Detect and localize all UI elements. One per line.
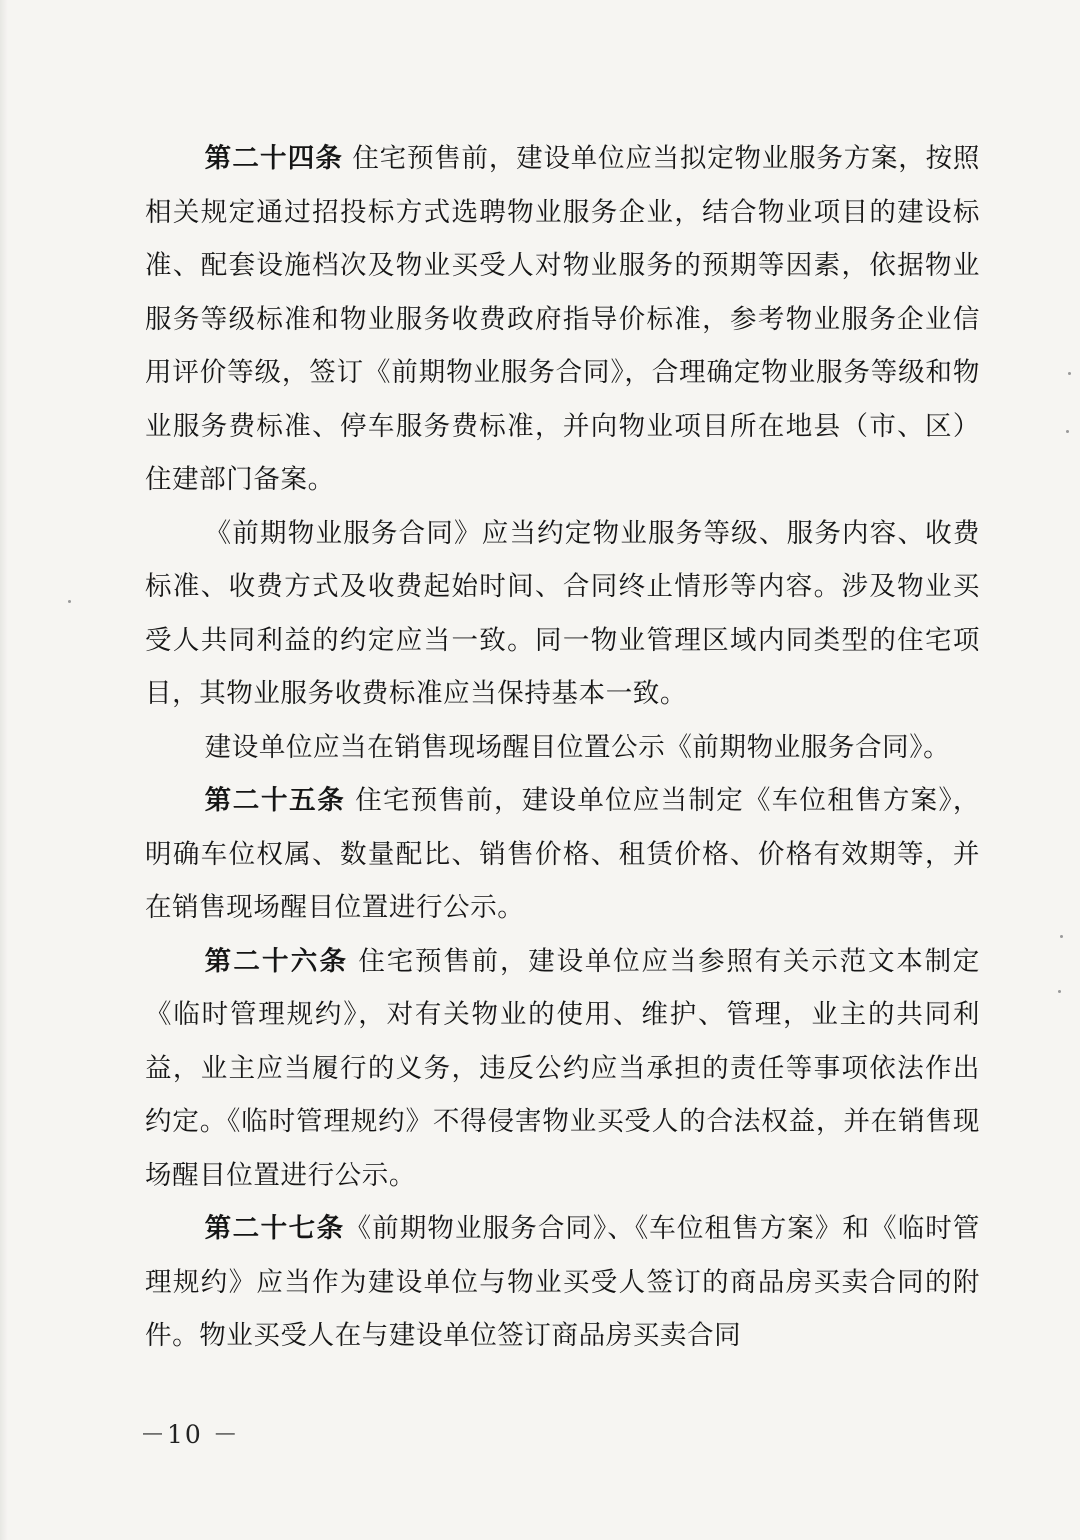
scan-speck: [1060, 935, 1063, 938]
paragraph-contract-terms: [145, 507, 980, 721]
paragraph-article-24: [145, 132, 980, 507]
article-heading: 第二十五条: [204, 785, 346, 816]
page-edge-shadow: [0, 0, 8, 1540]
paragraph-article-25: [145, 774, 980, 935]
scan-speck: [1058, 990, 1061, 993]
paragraph-public-notice: [145, 721, 980, 775]
paragraph-text: 住宅预售前，建设单位应当拟定物业服务方案，按照相关规定通过招投标方式选聘物业服务企业，结合物业项目的建设标准、配套设施档次及物业买受人对物业服务的预期等因素，依据物业服务等级标准和物业服务收费政府指导价标准，参考物业服务企业信用评价等级，签订《前期物业服务合同》，合理确定物业服务等级和物业服务费标准、停车服务费标准，并向物业项目所在地县（市、区）住建部门备案。: [145, 143, 981, 495]
scan-speck: [68, 600, 71, 603]
paragraph-text: 建设单位应当在销售现场醒目位置公示《前期物业服务合同》。: [204, 731, 951, 763]
scan-speck: [1066, 430, 1069, 433]
paragraph-article-27: [145, 1202, 980, 1363]
paragraph-text: 《前期物业服务合同》应当约定物业服务等级、服务内容、收费标准、收费方式及收费起始时间、合同终止情形等内容。涉及物业买受人共同利益的约定应当一致。同一物业管理区域内同类型的住宅项目，其物业服务收费标准应当保持基本一致。: [145, 517, 980, 709]
article-heading: 第二十四条: [204, 143, 344, 174]
scan-speck: [1068, 372, 1071, 375]
article-heading: 第二十六条: [204, 945, 349, 977]
document-body: [145, 132, 980, 1363]
paragraph-text: 住宅预售前，建设单位应当制定《车位租售方案》，明确车位权属、数量配比、销售价格、租赁价格、价格有效期等，并在销售现场醒目位置进行公示。: [145, 785, 980, 923]
paragraph-article-26: [145, 935, 980, 1203]
page-number: －10 －: [140, 1420, 240, 1449]
paragraph-text: 《前期物业服务合同》、《车位租售方案》和《临时管理规约》应当作为建设单位与物业买受人签订的商品房买卖合同的附件。物业买受人在与建设单位签订商品房买卖合同: [145, 1213, 980, 1351]
paragraph-text: 住宅预售前，建设单位应当参照有关示范文本制定《临时管理规约》，对有关物业的使用、维护、管理，业主的共同利益，业主应当履行的义务，违反公约应当承担的责任等事项依法作出约定。《临时管理规约》不得侵害物业买受人的合法权益，并在销售现场醒目位置进行公示。: [145, 945, 980, 1191]
article-heading: 第二十七条: [204, 1213, 345, 1244]
